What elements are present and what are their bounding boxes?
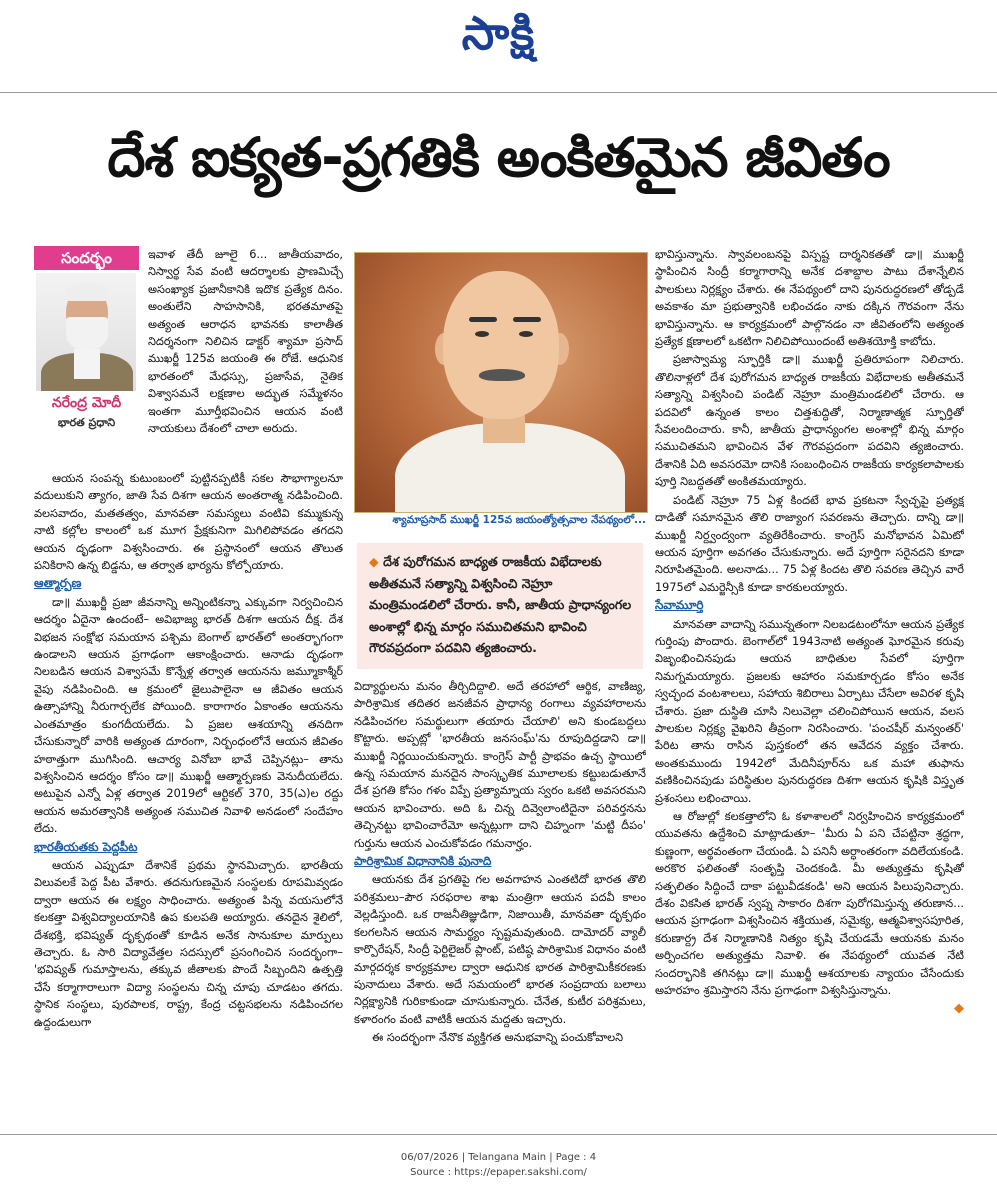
paragraph: ఆయన సంపన్న కుటుంబంలో పుట్టినప్పటికీ సకల సౌభాగ్యాలనూ వదులుకుని త్యాగం, జాతి సేవ దిశగా ఆయన అంతరాత్మ నడిపించింది. వలసవాదం, మతతత్వం, మానవతా సమస్యలు వంటివి కమ్ముకున్న నాటి కల్లోల కాలంలో ఒక మూగ ప్రేక్షకునిగా మిగిలిపోవడం తగదని ఆయన దృఢంగా విశ్వసించారు. ఈ ప్రస్థానంలో ఆయన తొలుత పనికిరాని ఉన్న బిడ్డను, ఆ తర్వాత భార్యను కోల్పోయారు. (34, 472, 343, 573)
diamond-icon: ◆ (369, 554, 384, 569)
pull-quote-text: దేశ పురోగమన బాధ్యత రాజకీయ విభేదాలకు అతీతమనే సత్యాన్ని విశ్వసించి నెహ్రూ మంత్రిమండలిలో చేరారు. కానీ, జాతీయ ప్రాధాన్యంగల అంశాల్లో భిన్న మార్గం సముచితమని భావించి గౌరవప్రదంగా పదవిని త్యజించారు. (369, 554, 632, 655)
masthead-logo: సాక్షి (461, 6, 536, 60)
lead-paragraph: ఇవాళ తేదీ జూలై 6... జాతీయవాదం, నిస్వార్థ సేవ వంటి ఆదర్శాలకు ప్రాణమిచ్చే అసంఖ్యాక ప్రజానీకానికి ఇదొక ప్రత్యేక దినం. అంతులేని సాహసానికి, భరతమాతపై అత్యంత ఆరాధన భావనకు కాలాతీత నిదర్శనంగా నిలిచిన డాక్టర్ శ్యామా ప్రసాద్ ముఖర్జీ 125వ జయంతి ఈ రోజే. ఆధునిక భారతంలో మేధస్సు, ప్రజాసేవ, నైతిక విశ్వాసమనే లక్షణాల అద్భుత సమ్మేళనం ఇంతగా మూర్తీభవించిన ఆయన వంటి నాయకులు దేశంలో చాలా అరుదు. (148, 248, 343, 436)
paragraph: మానవతా వాదాన్ని సమున్నతంగా నిలబడటంలోనూ ఆయన ప్రత్యేక గుర్తింపు పొందారు. బెంగాల్‌లో 1943నాటి అత్యంత ఘోరమైన కరువు విజృంభించినపుడు ఆయన బాధితుల సేవలో పూర్తిగా నిమగ్నమయ్యారు. ప్రజలకు ఆహారం సమకూర్చడం కోసం అనేక స్వచ్ఛంద వంటశాలలు, సహాయ శిబిరాలు ఏర్పాటు చేసేలా అవిరళ కృషి చేశారు. ప్రజా దుస్థితి చూసి నిలువెల్లా చలించిపోయిన ఆయన, వలస పాలకుల నిర్లక్ష్య వైఖరిని తీవ్రంగా నిరసించారు. 'పంచషీర్ మన్వంతర్' పేరిట తాను రాసిన పుస్తకంలో తన ఆవేదన వ్యక్తం చేశారు. అంతకుముందు 1942లో మేదినీపూర్‌ను ఒక మహా తుఫాను వణికించినపుడు పరిస్థితుల పునరుద్ధరణ దిశగా ఆయన కృషికి విస్తృత ప్రశంసలు లభించాయి. (655, 617, 964, 805)
paragraph: భావిస్తున్నాను. స్వావలంబనపై విస్పష్ట దార్శనికతతో డా॥ ముఖర్జీ స్థాపించిన సింద్రీ కర్మాగారాన్ని అనేక దశాబ్దాల పాటు దేశాన్నేలిన పాలకులు నిర్లక్ష్యం చేశారు. ఈ నేపథ్యంలో దాని పునరుద్ధరణలో తోడ్పడే అవకాశం మా ప్రభుత్వానికి లభించడం నాకు దక్కిన గౌరవంగా నేను భావిస్తున్నాను. ఆ కార్యక్రమంలో పాల్గొనడం నా జీవితంలోని అత్యంత ప్రత్యేక క్షణాలలో ఒకటిగా నిలిచిపోయిందంటే అతిశయోక్తి కాబోదు. (655, 248, 964, 349)
col3-body (655, 246, 964, 1088)
paragraph: ఆయనకు దేశ ప్రగతిపై గల అవగాహన ఎంతటిదో భారత తొలి పరిశ్రమలు–పౌర సరఫరాల శాఖ మంత్రిగా ఆయన పదవీ కాలం వెల్లడిస్తుంది. ఒక రాజనీతిజ్ఞుడిగా, నిజాయితీ, మానవతా దృక్పథం కలగలసిన ఆయన సామర్థ్యం స్పష్టమవుతుంది. దామోదర్ వ్యాలీ కార్పొరేషన్, సింద్రీ ఫెర్టిలైజర్ ప్లాంట్, పటిష్ఠ పారిశ్రామిక విధానం వంటి మార్గదర్శక కార్యక్రమాల ద్వారా ఆధునిక భారత పారిశ్రామికీకరణకు పునాదులు వేశారు. అదే సమయంలో భారత సంప్రదాయ బలాలు నిర్లక్ష్యానికి గురికాకుండా చూసుకున్నారు. చేనేత, కుటీర పరిశ్రమలు, కళారంగం వంటి వాటికీ ఆయన మద్దతు ఇచ్చారు. (354, 873, 646, 1026)
col1-lead (148, 246, 343, 470)
paragraph: ఈ సందర్భంగా నేనొక వ్యక్తిగత అనుభవాన్ని పంచుకోవాలని (372, 1031, 624, 1045)
headline: దేశ ఐక్యత-ప్రగతికి అంకితమైన జీవితం (107, 126, 890, 189)
footer-date: 06/07/2026 | Telangana Main | Page : 4 (400, 1152, 597, 1163)
author-role: భారత ప్రధాని (57, 416, 116, 429)
author-photo (36, 273, 136, 391)
image-caption: శ్యామాప్రసాద్ ముఖర్జీ 125వ జయంత్యోత్సవాల నేపథ్యంలో... (392, 514, 646, 526)
author-box (34, 246, 139, 468)
paragraph: ఆ రోజుల్లో కలకత్తాలోని ఓ కళాశాలలో నిర్వహించిన కార్యక్రమంలో యువతను ఉద్దేశించి మాట్లాడుతూ– 'మీరు ఏ పని చేపట్టినా శ్రద్ధగా, కుణ్ణంగా, అర్థవంతంగా చేయండి. ఏ పనినీ అర్ధాంతరంగా వదిలేయకండి. అరకొర ఫలితంతో సంతృప్తి చెందకండి. మీ అత్యుత్తమ కృషితో సత్ఫలితం సిద్ధించే దాకా పట్టువీడకండి' అని ఆయన పిలుపునిచ్చారు. దేశం వికసిత భారత్ స్వప్న సాకారం దిశగా పురోగమిస్తున్న తరుణాన... ఆయన ప్రగాఢంగా విశ్వసించిన శక్తియుత, సమైక్య, ఆత్మవిశ్వాసపూరిత, కరుణార్ద్ర దేశ నిర్మాణానికి నిత్యం కృషి చేయడమే ఆయనకు మనం అర్పించగల అత్యుత్తమ నివాళి. ఈ నేపథ్యంలో యువత నేటి సందర్భానికి తగినట్లు డా॥ ముఖర్జీ ఆశయాలకు న్యాయం చేసేందుకు అహరహం శ్రమిస్తారని నేను ప్రగాఢంగా విశ్వసిస్తున్నాను. (655, 810, 964, 998)
author-name: నరేంద్ర మోదీ (51, 395, 122, 411)
col1-body (34, 470, 343, 1086)
paragraph: విద్యార్థులను మనం తీర్చిదిద్దాలి. అదే తరహాలో ఆర్థిక, వాణిజ్య, పారిశ్రామిక తదితర జనజీవన ప్రాధాన్య రంగాలు వ్యవహారాలను నడిపించగల సమర్థులుగా తయారు చేయాలి' అని కుండబద్దలు కొట్టారు. అప్పట్లో 'భారతీయ జనసంఘ్'ను రూపుదిద్దడాని డా॥ ముఖర్జీ నిర్ణయించుకున్నారు. కాంగ్రెస్ పార్టీ ప్రాభవం ఉచ్చ స్థాయిలో ఉన్న సమయాన మనదైన సాంస్కృతిక మూలాలకు కట్టుబడుతూనే దేశ ప్రగతి కోసం గళం విప్పే ప్రత్యామ్నాయ స్వరం ఒకటి అవసరమని ఆయన భావించారు. అది ఓ చిన్న దివ్వెలాంటిదైనా పరివర్తనను తెచ్చినట్టు భావించారేమో అన్నట్లుగా దాని చిహ్నంగా 'మట్టి దీపం' గుర్తును ఆయన ఎంచుకోవడం గమనార్హం. (354, 680, 646, 850)
end-mark-icon: ◆ (954, 1001, 964, 1017)
paragraph: ఆయన ఎప్పుడూ దేశానికే ప్రథమ స్థానమిచ్చారు. భారతీయ విలువలకే పెద్ద పీట వేశారు. తదనుగుణమైన సంస్థలకు రూపమివ్వడం ద్వారా ఆయన ఈ లక్ష్యం సాధించారు. అత్యంత పిన్న వయసులోనే కలకత్తా విశ్వవిద్యాలయానికి ఉప కులపతి అయ్యారు. తనదైన శైలిలో, దేశభక్తి, భవిష్యత్ దృక్పథంతో కూడిన అనేక సానుకూల మార్పులు తెచ్చారు. ఓ సారి విద్యావేత్తల సదస్సులో ప్రసంగించిన సందర్భంగా– 'భవిష్యత్ గుమాస్తాలను, తక్కువ జీతాలకు పొందే సిబ్బందిని ఉత్పత్తి చేసే కర్మాగారాలుగా విద్యా సంస్థలను చిన్న చూపు చూడటం తగదు. స్థానిక సంస్థలు, పురపాలక, రాష్ట్ర, కేంద్ర చట్టసభలను నడిపించగల ఉద్దండులుగా (34, 858, 343, 1029)
portrait-image (354, 252, 648, 513)
paragraph: ప్రజాస్వామ్య స్ఫూర్తికి డా॥ ముఖర్జీ ప్రతిరూపంగా నిలిచారు. తొలినాళ్లలో దేశ పురోగమన బాధ్యత రాజకీయ విభేదాలకు అతీతమనే సత్యాన్ని విశ్వసించి పండిట్ నెహ్రూ మంత్రిమండలిలో చేరారు. ఆ పదవిలో ఉన్నంత కాలం చిత్తశుద్ధితో, నిర్మాణాత్మక స్ఫూర్తితో సేవలందించారు. కానీ, జాతీయ ప్రాధాన్యంగల అంశాల్లో భిన్న మార్గం సముచితమని భావించిన వేళ గౌరవప్రదంగా పదవిని త్యజించారు. దేశానికి ఏది అవసరమో దానికి సంబంధించిన రాజకీయ కార్యకలాపాలకు పూర్తి నిబద్ధతతో అంకితమయ్యారు. (655, 353, 964, 489)
bottom-rule (0, 1134, 997, 1135)
paragraph: డా॥ ముఖర్జీ ప్రజా జీవనాన్ని అన్నింటికన్నా ఎక్కువగా నిర్వచించిన ఆదర్శం ఏదైనా ఉందంటే– అవిభాజ్య భారత్ దిశగా ఆయన దీక్ష. దేశ విభజన సంక్షోభ సమయాన పశ్చిమ బెంగాల్ భారత్‌లో అంతర్భాగంగా ఉండాలని ఆయన ప్రగాఢంగా ఆకాంక్షించారు. ఆనాడు దృఢంగా నిలబడిన ఆయన విశ్వాసమే కొన్నేళ్ల తర్వాత ఆయనను జమ్మూకాశ్మీర్ వైపు నడిపించింది. ఆ క్రమంలో జైలుపాలైనా ఆ జీవితం ఆయన ఉత్సాహాన్ని నీరుగార్చలేక పోయింది. కారాగారం ఏకాంతం ఆయనను ఎంతమాత్రం కుంగదీయలేదు. ఏ ప్రజల ఆశయాన్ని తనదిగా చేసుకున్నారో వారికి అత్యంత దూరంగా, నిర్బంధంలోనే ఆయన జీవితం హఠాత్తుగా ముగిసింది. ఆచార్య వినోబా భావే చెప్పినట్లు– తాను విశ్వసించిన ఆదర్శం కోసం డా॥ ముఖర్జీ ఆత్మార్పణకు వెనుదీయలేదు. అటుపైన ఎన్నో ఏళ్ల తర్వాత 2019లో ఆర్టికల్ 370, 35(ఎ)ల రద్దు ఆయన అమరత్వానికి అత్యంత సముచిత నివాళి అనడంలో సందేహం లేదు. (34, 595, 343, 836)
pull-quote (357, 543, 643, 669)
paragraph: పండిట్ నెహ్రూ 75 ఏళ్ల కిందటే భావ ప్రకటనా స్వేచ్ఛపై ప్రత్యక్ష దాడితో సమానమైన తొలి రాజ్యాంగ సవరణను తెచ్చారు. దాన్ని డా॥ ముఖర్జీ నిర్ద్వంద్వంగా వ్యతిరేకించారు. కాంగ్రెస్ మనోభావన ఏమిటో ఆయన పూర్తిగా అవగతం చేసుకున్నారు. అదే పూర్తిగా సరైనదని కూడా నిరూపితమైంది. అలనాడు... 75 ఏళ్ల కిందట తొలి సవరణ తెచ్చిన వారే 1975లో ఎమర్జెన్సీకి కూడా కారకులయ్యారు. (655, 493, 964, 594)
subheading: భారతీయతకు పెద్దపీట (34, 839, 138, 854)
subheading: సేవామూర్తి (655, 598, 704, 613)
top-rule (0, 92, 997, 93)
column-tag: సందర్భం (34, 246, 139, 270)
masthead (0, 0, 997, 78)
footer-source: Source : https://epaper.sakshi.com/ (410, 1167, 587, 1178)
subheading: ఆత్మార్పణ (34, 576, 82, 591)
col2-body (354, 678, 646, 1088)
subheading: పారిశ్రామిక విధానానికి పునాది (354, 854, 492, 869)
